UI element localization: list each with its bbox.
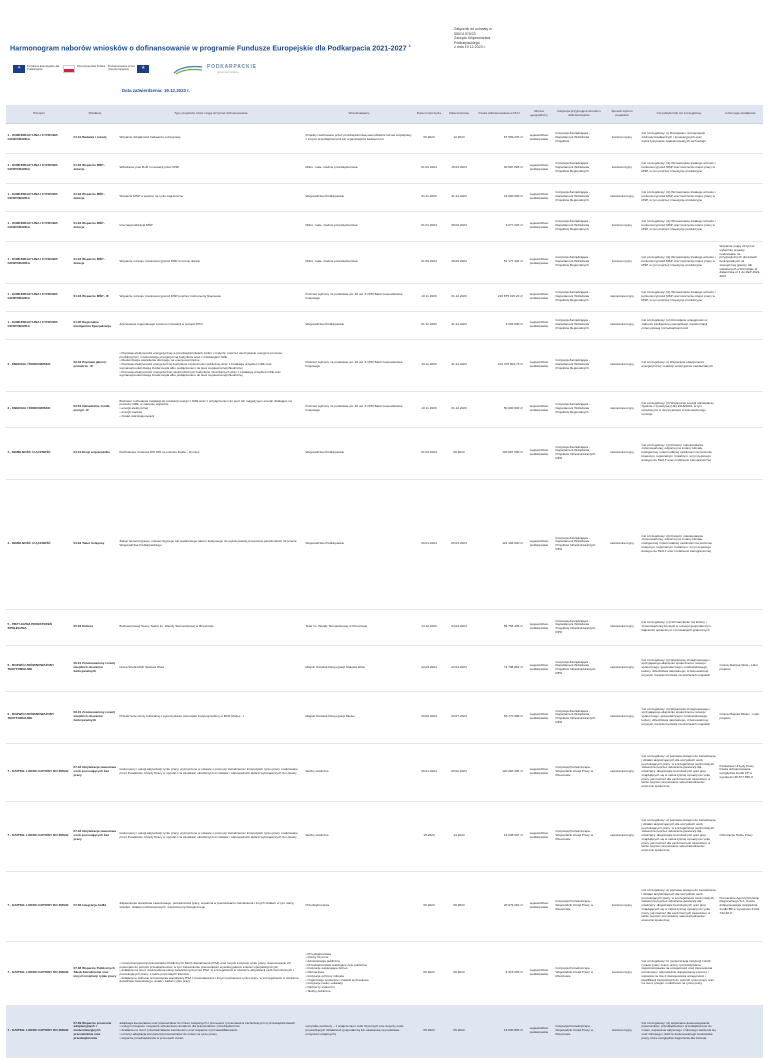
col-header: Działanie	[72, 105, 118, 123]
institution-cell: Instytucja Zarządzająca - Departament Wdrażania Projektów Infrastrukturalnych RPO	[554, 691, 604, 743]
institution-cell: Instytucja Pośrednicząca - Wojewódzki Urząd Pracy w Rzeszowie	[554, 743, 604, 801]
amount-cell: 120 097 050 zł	[474, 427, 524, 479]
selection-method-cell: niekonkurencyjny	[604, 391, 640, 427]
institution-cell: Instytucja Pośrednicząca - Wojewódzki Urząd Pracy w Rzeszowie	[554, 941, 604, 1005]
institution-cell: Instytucja Zarządzająca - Departament Wdrażania Projektów Regionalnych	[554, 183, 604, 211]
selection-method-cell: niekonkurencyjny	[604, 339, 640, 391]
podkarpackie-logo	[173, 61, 265, 81]
priority-cell: 7 - KAPITAŁ LUDZKI GOTOWY DO ZMIAN	[6, 941, 72, 1005]
priority-cell: 1 - KOMUNIKACYJNA I CYFROWA GOSPODARKA	[6, 241, 72, 283]
amount-cell: 30 687 826 zł	[474, 153, 524, 183]
end-date-cell: 05.03.2024	[444, 479, 474, 609]
end-date-cell: 13.2024	[444, 801, 474, 871]
measure-cell: 01.02 Wsparcie MŚP - dotacje	[72, 153, 118, 183]
start-date-cell: 29.01.2024	[414, 743, 444, 801]
table-row	[6, 183, 763, 211]
applicants-cell: Podmiot wybrany na podstawie art. 38 ust. 5 CPR Bank Gospodarstwa Krajowego	[304, 391, 414, 427]
start-date-cell: 01.01.2024	[414, 211, 444, 241]
start-date-cell: 09.2024	[414, 123, 444, 153]
area-cell: województwo podkarpackie	[524, 941, 554, 1005]
institution-cell: Instytucja Zarządzająca - Departament Wdrażania Projektów Infrastrukturalnych RPO	[554, 427, 604, 479]
end-date-cell: 31.12.2023	[444, 283, 474, 311]
start-date-cell: 22.03.2024	[414, 645, 444, 691]
amount-cell: 13 038 007 zł	[474, 801, 524, 871]
institution-cell: Instytucja Zarządzająca - Departament Wdrażania Projektów	[554, 123, 604, 153]
objective-cell: Cel szczegółowy: (d) wspieranie dostosowywania pracowników, przedsiębiorstw i przedsiębiorców do zmian, wspieranie aktywnego i zdrowego starzenia się oraz zdrowego i dobrze dostosowanego środowiska pracy, które uwzględnia zagrożenia dla zdrowia	[640, 1005, 718, 1057]
start-date-cell: 06.2024	[414, 941, 444, 1005]
measure-cell: 01.03 Wsparcie MŚP - dotacje	[72, 211, 118, 241]
document-title: Harmonogram naborów wniosków o dofinansowanie w programie Fundusze Europejskie dla Podkarpacia 2021-2027 $^1$	[10, 43, 411, 53]
notes-cell	[718, 311, 763, 339]
amount-cell: 104 478 803,73 zł	[474, 339, 524, 391]
objective-cell: Cel szczegółowy: (ii) Rozwój i udoskonalanie zrównoważonej, odpornej na zmiany klimatu, inteligentnej i intermodalnej mobilności na poziomie krajowym, regionalnym i lokalnym, w tym lepszego dostępu do TEN-T oraz mobilności transgranicznej	[640, 427, 718, 479]
project-types-cell: Rozbudowa i budowa DW 835 na odcinku Dukla – Rymiec	[118, 427, 304, 479]
objective-cell: Cel szczegółowy: (iii) Wzmacnianie trwałego wzrostu i konkurencyjności MŚP oraz tworzenia miejsc pracy w MŚP, w tym poprzez inwestycje produkcyjne	[640, 283, 718, 311]
fe-logo	[13, 61, 61, 81]
end-date-cell: 31.12.2023	[444, 391, 474, 427]
notes-cell	[718, 479, 763, 609]
start-date-cell: 14.12.2023	[414, 609, 444, 645]
end-date-cell: 31.12.2023	[444, 183, 474, 211]
amount-cell: 216 875 015,20 zł	[474, 283, 524, 311]
project-types-cell: Zapewnienie doradztwa zawodowego, pośrednictwa pracy, wsparcia w poszukiwaniu zatrudnienia i innych działań, w tym staży; szkoleń, działań mobilnościowych, wsparcia psychologicznego	[118, 871, 304, 941]
start-date-cell: 01.03.2024	[414, 427, 444, 479]
amount-cell: 51 177 326 zł	[474, 241, 524, 283]
project-types-cell: Internacjonalizacja MŚP	[118, 211, 304, 241]
project-types-cell: Przestrzenie oferty kulturalnej i wykorzystanie potencjału instytucji kultury w MOF Mielec - I	[118, 691, 304, 743]
measure-cell: 07.06 Integracja ALMA	[72, 871, 118, 941]
priority-cell: 5 - PRZYJAZNA PRZESTRZEŃ SPOŁECZNA	[6, 609, 72, 645]
project-types-cell: Budowa Nowej Sceny Teatru im. Wandy Siemaszkowej w Rzeszowie	[118, 609, 304, 645]
end-date-cell: 12.2024	[444, 123, 474, 153]
area-cell: województwo podkarpackie	[524, 183, 554, 211]
measure-cell: 01.03 Wsparcie MŚP - dotacje	[72, 241, 118, 283]
area-cell: województwo podkarpackie	[524, 123, 554, 153]
col-header: Cel polityki i/lub cel szczegółowy	[640, 105, 718, 123]
selection-method-cell: konkurencyjny	[604, 123, 640, 153]
applicants-cell: Mikro, małe, średnie przedsiębiorstwa	[304, 241, 414, 283]
applicants-cell: Województwo Podkarpackie	[304, 479, 414, 609]
priority-cell: 1 - KOMUNIKACYJNA I CYFROWA GOSPODARKA	[6, 211, 72, 241]
end-date-cell: 08.2024	[444, 941, 474, 1005]
priority-cell: 7 - KAPITAŁ LUDZKI GOTOWY DO ZMIAN	[6, 743, 72, 801]
applicants-cell: Województwo Podkarpackie	[304, 427, 414, 479]
end-date-cell: 31.12.2023	[444, 311, 474, 339]
institution-cell: Instytucja Zarządzająca - Departament Wdrażania Projektów Regionalnych	[554, 153, 604, 183]
applicants-cell: Miejski Ośrodek Partycypacji Stalowa Wola	[304, 645, 414, 691]
project-types-cell: Budowa i rozbudowa instalacji do produkcji energii z OZE wraz z przyłączeniem do sieci lub magazynem energii działające na potrzeby OZE, w zakresie wsparcia: • energii elektrycznej • energii cieplnej • źródeł mikrokogeneracji	[118, 391, 304, 427]
start-date-cell: 01.09.2024	[414, 241, 444, 283]
measure-cell: 05.03 Kultura	[72, 609, 118, 645]
measure-cell: 07.08 Wsparcie Publicznych Służb Zatrudnienia oraz innych instytucji rynku pracy	[72, 941, 118, 1005]
objective-cell: Cel szczegółowy: (ii) Wspieranie zintegrowanego i sprzyjającego włączeniu społecznemu rozwoju społecznego, gospodarczego i środowiskowego, kultury, dziedzictwa naturalnego, zrównoważonej turystyki i bezpieczeństwa na obszarach miejskich	[640, 691, 718, 743]
podkarpackie-text: PODKARPACKIE	[207, 64, 257, 70]
notes-cell	[718, 941, 763, 1005]
col-header: Informacje dodatkowe	[718, 105, 763, 123]
selection-method-cell: konkurencyjny	[604, 1005, 640, 1057]
col-header: Kwota dofinansowania w PLN	[474, 105, 524, 123]
applicants-cell: Służby publiczne	[304, 743, 414, 801]
table-row	[6, 311, 763, 339]
start-date-cell: 29.06.2024	[414, 691, 444, 743]
table-row	[6, 941, 763, 1005]
start-date-cell: 10.11.2023	[414, 391, 444, 427]
area-cell: województwo podkarpackie	[524, 153, 554, 183]
project-types-cell: Wsparcie MŚP w wejściu na rynki zagraniczne	[118, 183, 304, 211]
objective-cell: Cel szczegółowy: (vi) Wzmacnianie roli kultury i zrównoważonej turystyki w rozwoju gospodarczym, włączeniu społecznym i innowacjach społecznych	[640, 609, 718, 645]
project-types-cell: Wdrażanie prac B+R i innowacji przez MŚP	[118, 153, 304, 183]
area-cell: województwo podkarpackie	[524, 871, 554, 941]
end-date-cell: 29.07.2024	[444, 691, 474, 743]
measure-cell: 01.03 Wsparcie MŚP - dotacje	[72, 183, 118, 211]
notes-cell: Ochotnicze Hufce Pracy	[718, 801, 763, 871]
start-date-cell: 10.11.2023	[414, 283, 444, 311]
table-row	[6, 153, 763, 183]
area-cell: województwo podkarpackie	[524, 427, 554, 479]
notes-cell	[718, 153, 763, 183]
amount-cell: 16 000 866 zł	[474, 1005, 524, 1057]
applicants-cell: • Przedsiębiorstwa • Osoby fizyczne • Administracja publiczna • Przedsiębiorstwa realizujące cele publiczne • Instytucje wspierające biznes • Partnerstwa • Instytucje ochrony zdrowia • Organizacje społeczne i związki wyznaniowe • Instytucje nauki i edukacji • Partnerzy społeczni • Służby publiczne	[304, 941, 414, 1005]
table-row	[6, 391, 763, 427]
selection-method-cell: konkurencyjny	[604, 941, 640, 1005]
measure-cell: 04.01 Drogi wojewódzkie	[72, 427, 118, 479]
rp-logo	[63, 61, 105, 81]
selection-method-cell: niekonkurencyjny	[604, 743, 640, 801]
selection-method-cell: niekonkurencyjny	[604, 427, 640, 479]
annex-note: Załącznik do uchwały nr 550/11975/23 Zarządu Województwa Podkarpackiego z dnia 19.12.2023 r.	[454, 27, 493, 49]
notes-cell: Powiatowe Urzędy Pracy Kwota dofinansowania uwzględnia środki FP w wysokości 38 577 696 zł	[718, 743, 763, 801]
col-header: Data rozpoczęcia	[414, 105, 444, 123]
start-date-cell: 06.2024	[414, 871, 444, 941]
notes-cell	[718, 1005, 763, 1057]
measure-cell: 01.05 Regionalna Inteligentna Specjalizacja	[72, 311, 118, 339]
project-types-cell: Zakup bezemisyjnego, niskoemisyjnego lub spalinowego taboru kolejowego do wykonywania przewozów pasażerskich na terenie Województwa Podkarpackiego	[118, 479, 304, 609]
amount-cell: 74 798 862 zł	[474, 645, 524, 691]
measure-cell: 02.04 Odnawialne źródła energii - IF	[72, 391, 118, 427]
table-row	[6, 339, 763, 391]
table-row	[6, 479, 763, 609]
end-date-cell: 04.03.2024	[444, 609, 474, 645]
applicants-cell: Mikro, małe, średnie przedsiębiorstwa	[304, 211, 414, 241]
notes-cell	[718, 427, 763, 479]
priority-cell: 2 - ENERGIA I ŚRODOWISKO	[6, 391, 72, 427]
project-types-cell: Nowa Strefa MOF Stalowa Wola	[118, 645, 304, 691]
objective-cell: Cel szczegółowy: a) poprawa dostępu do zatrudnienia i działań aktywizujących dla wszystkich osób poszukujących pracy, w szczególności osób młodych, zwłaszcza poprzez wdrażanie gwarancji dla młodzieży, długotrwale bezrobotnych oraz grup znajdujących się w niekorzystnej sytuacji na rynku pracy, jak również dla osób biernych zawodowo, a także poprzez promowanie samozatrudnienia i ekonomii społecznej	[640, 871, 718, 941]
notes-cell: Gmina Stalowa Wola - Lider projektu	[718, 645, 763, 691]
selection-method-cell: niekonkurencyjny	[604, 691, 640, 743]
area-cell: województwo podkarpackie	[524, 743, 554, 801]
start-date-cell: 01.03.2024	[414, 153, 444, 183]
area-cell: województwo podkarpackie	[524, 311, 554, 339]
end-date-cell: 30.09.2024	[444, 241, 474, 283]
institution-cell: Instytucja Zarządzająca - Departament Wdrażania Projektów Regionalnych	[554, 311, 604, 339]
measure-cell: 07.09 Wsparcie procesów adaptacyjnych i modernizacyjnych pracowników oraz przedsiębiorstw	[72, 1005, 118, 1057]
objective-cell: Cel szczegółowy: (i) Rozwijanie i wzmacnianie zdolności badawczych i innowacyjnych oraz wykorzystywanie zaawansowanych technologii	[640, 123, 718, 153]
selection-method-cell: niekonkurencyjny	[604, 283, 640, 311]
area-cell: województwo podkarpackie	[524, 241, 554, 283]
podkarpackie-subtext: przestrzeń otwarta	[217, 71, 239, 74]
ue-logo-text: Dofinansowane przez Unię Europejską	[108, 64, 135, 72]
eu-flag-icon: ★	[137, 65, 149, 73]
end-date-cell: 08.2024	[444, 871, 474, 941]
project-types-cell: Instrumenty i usługi aktywizacji rynku pracy, wyznaczone w ustawie o promocji zatrudnienia i instytucjach rynku pracy, realizowane przez Powiatowe Urzędy Pracy w sposób i na zasadach określonych w Ustawie i odpowiednich aktach wykonawczych do Ustawy	[118, 743, 304, 801]
objective-cell: Cel szczegółowy: (iii) Wzmacnianie trwałego wzrostu i konkurencyjności MŚP oraz tworzenia miejsc pracy w MŚP, w tym poprzez inwestycje produkcyjne	[640, 241, 718, 283]
notes-cell	[718, 283, 763, 311]
objective-cell: Cel szczegółowy: a) poprawa dostępu do zatrudnienia i działań aktywizujących dla wszystkich osób poszukujących pracy, w szczególności osób młodych, zwłaszcza poprzez wdrażanie gwarancji dla młodzieży, długotrwale bezrobotnych oraz grup znajdujących się w niekorzystnej sytuacji na rynku pracy, jak również dla osób biernych zawodowo, a także poprzez promowanie samozatrudnienia i ekonomii społecznej	[640, 743, 718, 801]
area-cell: województwo podkarpackie	[524, 479, 554, 609]
project-types-cell: Wsparcie rozwoju i konkurencyjności MŚP w formie dotacji	[118, 241, 304, 283]
col-header: Instytucja przyjmująca wnioski o dofinansowanie	[554, 105, 604, 123]
objective-cell: Cel szczegółowy: (ii) Wspieranie energii odnawialnej zgodnie z dyrektywą (UE) 2018/2001, w tym określonymi w niej kryteriami zrównoważonego rozwoju	[640, 391, 718, 427]
table-row	[6, 609, 763, 645]
ue-logo	[108, 61, 168, 81]
table-row	[6, 211, 763, 241]
selection-method-cell: konkurencyjny	[604, 871, 640, 941]
start-date-cell: 15.2024	[414, 801, 444, 871]
amount-cell: 22 000 000 zł	[474, 183, 524, 211]
fe-logo-text: Fundusze Europejskie dla Podkarpacia	[27, 64, 60, 72]
applicants-cell: Teatr im. Wandy Siemaszkowej w Rzeszowie	[304, 609, 414, 645]
applicants-cell: Mikro, małe, średnie przedsiębiorstwa	[304, 153, 414, 183]
end-date-cell: 22.04.2024	[444, 645, 474, 691]
measure-cell: 01.04 Wsparcie MŚP - IF	[72, 283, 118, 311]
table-row	[6, 1005, 763, 1057]
objective-cell: Cel szczegółowy: (iii) Wzmacnianie trwałego wzrostu i konkurencyjności MŚP oraz tworzenia miejsc pracy w MŚP, w tym poprzez inwestycje produkcyjne	[640, 153, 718, 183]
fe-emblem-icon: ✦	[13, 65, 25, 73]
institution-cell: Instytucja Pośrednicząca - Wojewódzki Urząd Pracy w Rzeszowie	[554, 1005, 604, 1057]
polish-flag-icon	[63, 65, 75, 73]
amount-cell: 50 000 000 zł	[474, 391, 524, 427]
priority-cell: 4 - MOBILNOŚĆ I ŁĄCZNOŚĆ	[6, 427, 72, 479]
table-row	[6, 123, 763, 153]
priority-cell: 4 - MOBILNOŚĆ I ŁĄCZNOŚĆ	[6, 479, 72, 609]
area-cell: województwo podkarpackie	[524, 339, 554, 391]
selection-method-cell: niekonkurencyjny	[604, 801, 640, 871]
table-row	[6, 645, 763, 691]
project-types-cell: Wsparcie działalności badawczo-rozwojowej	[118, 123, 304, 153]
institution-cell: Instytucja Zarządzająca - Departament Wdrażania Projektów Regionalnych	[554, 339, 604, 391]
priority-cell: 2 - ENERGIA I ŚRODOWISKO	[6, 339, 72, 391]
start-date-cell: 01.11.2023	[414, 183, 444, 211]
project-types-cell: Instrumenty i usługi aktywizacji rynku pracy, wyznaczone w ustawie o promocji zatrudnienia i instytucjach rynku pracy, realizowane przez Powiatowe Urzędy Pracy w sposób i na zasadach określonych w Ustawie i odpowiednich aktach wykonawczych do Ustawy	[118, 801, 304, 871]
col-header: Data końcowa	[444, 105, 474, 123]
objective-cell: Cel szczegółowy: (i) Wspieranie efektywności energetycznej i redukcji emisji gazów cieplarnianych	[640, 339, 718, 391]
amount-cell: 9 077 203 zł	[474, 211, 524, 241]
selection-method-cell: konkurencyjny	[604, 241, 640, 283]
applicants-cell: Miejski Ośrodek Partycypacji Mielec	[304, 691, 414, 743]
priority-cell: 6 - ROZWÓJ ZRÓWNOWAŻONY TERYTORIALNIE	[6, 691, 72, 743]
notes-cell	[718, 183, 763, 211]
table-row	[6, 427, 763, 479]
objective-cell: Cel szczegółowy: (iv) Rozwijanie umiejętności w zakresie inteligentnej specjalizacji, transformacji przemysłowej i przedsiębiorczości	[640, 311, 718, 339]
table-row	[6, 743, 763, 801]
institution-cell: Instytucja Zarządzająca - Departament Wdrażania Projektów Regionalnych	[554, 241, 604, 283]
objective-cell: Cel szczegółowy: (ii) Wspieranie zintegrowanego i sprzyjającego włączeniu społecznemu rozwoju społecznego, gospodarczego i środowiskowego, kultury, dziedzictwa naturalnego, zrównoważonej turystyki i bezpieczeństwa na obszarach miejskich	[640, 645, 718, 691]
applicants-cell: wszystkie podmioty – z wyłączeniem osób fizycznych (nie dotyczy osób prowadzących działalność gospodarczą lub oświatową na podstawie przepisów odrębnych)	[304, 1005, 414, 1057]
measure-cell: 06.01 Zrównoważony rozwój miejskich obszarów funkcjonalnych	[72, 691, 118, 743]
objective-cell: Cel szczegółowy: b) modernizacja instytucji i służb rynków pracy celem oceny i przewidywania zapotrzebowania na umiejętności oraz zapewnienia terminowej i odpowiednio dopasowanej pomocy i wsparcia na rzecz dostosowania umiejętności i kwalifikacji zawodowych do potrzeb rynku pracy oraz na rzecz przejść i mobilności na rynku pracy	[640, 941, 718, 1005]
start-date-cell: 05.2024	[414, 1005, 444, 1057]
col-header: Wnioskodawcy	[304, 105, 414, 123]
priority-cell: 7 - KAPITAŁ LUDZKI GOTOWY DO ZMIAN	[6, 1005, 72, 1057]
institution-cell: Instytucja Zarządzająca - Departament Wdrażania Projektów Regionalnych	[554, 283, 604, 311]
col-header: Typy projektów, które mogą otrzymać dofinansowanie	[118, 105, 304, 123]
notes-cell	[718, 609, 763, 645]
col-header: Sposób wyboru projektów	[604, 105, 640, 123]
approval-date: Data zatwierdzenia: 19.12.2023 r.	[122, 88, 190, 93]
amount-cell: 50 770 988 zł	[474, 691, 524, 743]
selection-method-cell: niekonkurencyjny	[604, 311, 640, 339]
selection-method-cell: niekonkurencyjny	[604, 183, 640, 211]
institution-cell: Instytucja Zarządzająca - Departament Wdrażania Projektów Infrastrukturalnych RPO	[554, 609, 604, 645]
table-row	[6, 691, 763, 743]
table-row	[6, 801, 763, 871]
area-cell: województwo podkarpackie	[524, 801, 554, 871]
notes-cell	[718, 339, 763, 391]
notes-cell	[718, 123, 763, 153]
area-cell: województwo podkarpackie	[524, 391, 554, 427]
start-date-cell: 01.12.2023	[414, 311, 444, 339]
notes-cell	[718, 391, 763, 427]
notes-cell: Ponoszenie Agencji Rozwoju Regionalnego S.A. Kwota dofinansowania uwzględnia środki BP w wysokości 3 042 742,28 zł	[718, 871, 763, 941]
col-header: Obszar geograficzny	[524, 105, 554, 123]
applicants-cell: Województwo Podkarpackie	[304, 183, 414, 211]
priority-cell: 1 - KOMUNIKACYJNA I CYFROWA GOSPODARKA	[6, 123, 72, 153]
notes-cell: Gmina Miejska Mielec - Lider projektu	[718, 691, 763, 743]
amount-cell: 120 000 286 zł	[474, 743, 524, 801]
priority-cell: 7 - KAPITAŁ LUDZKI GOTOWY DO ZMIAN	[6, 871, 72, 941]
area-cell: województwo podkarpackie	[524, 609, 554, 645]
measure-cell: 02.02 Poprawa jakości powietrza - IF	[72, 339, 118, 391]
table-row	[6, 283, 763, 311]
measure-cell: 07.02 Aktywizacja zawodowa osób pozostających bez pracy	[72, 743, 118, 801]
priority-cell: 6 - ROZWÓJ ZRÓWNOWAŻONY TERYTORIALNIE	[6, 645, 72, 691]
applicants-cell: Służby publiczne	[304, 801, 414, 871]
selection-method-cell: niekonkurencyjny	[604, 479, 640, 609]
area-cell: województwo podkarpackie	[524, 283, 554, 311]
schedule-table	[6, 105, 763, 1058]
applicants-cell: Projekty realizowane przez przedsiębiorstwa samodzielnie lub we współpracy z innymi przedsiębiorcami lub organizacjami badawczymi	[304, 123, 414, 153]
priority-cell: 1 - KOMUNIKACYJNA I CYFROWA GOSPODARKA	[6, 283, 72, 311]
institution-cell: Instytucja Pośrednicząca - Wojewódzki Urząd Pracy w Rzeszowie	[554, 801, 604, 871]
applicants-cell: Podmiot wybrany na podstawie art. 38 ust. 5 CPR Bank Gospodarstwa Krajowego	[304, 339, 414, 391]
institution-cell: Instytucja Zarządzająca - Departament Wdrażania Projektów Regionalnych	[554, 391, 604, 427]
priority-cell: 1 - KOMUNIKACYJNA I CYFROWA GOSPODARKA	[6, 311, 72, 339]
applicants-cell: Przedsiębiorstwa	[304, 871, 414, 941]
area-cell: województwo podkarpackie	[524, 1005, 554, 1057]
priority-cell: 1 - KOMUNIKACYJNA I CYFROWA GOSPODARKA	[6, 153, 72, 183]
project-types-cell: • Poprawa efektywności energetycznej w przedsiębiorstwach (mikro i małych), poprzez skorzystanie energii w procesie produkcyjnym, modernizacje energetyczną budynków wraz z instalacjami OZE • Modernizacja oświetlenia ulicznego na energooszczędne • Poprawa efektywności energetycznej budynków użyteczności publicznej wraz z instalacją urządzeń OZE oraz wymianą/modernizacją źródeł ciepła albo podłączeniem do sieci ciepłowniczej/chłodniczej • Poprawa efektywności energetycznej wielorodzinnych budynków mieszkalnych wraz z instalacją urządzeń OZE oraz wymianą/modernizacją źródeł ciepła albo podłączeniem do sieci ciepłowniczej/chłodniczej	[118, 339, 304, 391]
selection-method-cell: konkurencyjny	[604, 153, 640, 183]
table-header-row	[6, 105, 763, 123]
end-date-cell: 31.12.2023	[444, 339, 474, 391]
institution-cell: Instytucja Zarządzająca - Departament Wdrażania Projektów Infrastrukturalnych RPO	[554, 479, 604, 609]
amount-cell: 8 315 293 zł	[474, 941, 524, 1005]
area-cell: województwo podkarpackie	[524, 211, 554, 241]
amount-cell: 121 196 000 zł	[474, 479, 524, 609]
objective-cell: Cel szczegółowy: a) poprawa dostępu do zatrudnienia i działań aktywizujących dla wszystkich osób poszukujących pracy, w szczególności osób młodych, zwłaszcza poprzez wdrażanie gwarancji dla młodzieży, długotrwale bezrobotnych oraz grup znajdujących się w niekorzystnej sytuacji na rynku pracy, jak również dla osób biernych zawodowo, a także poprzez promowanie samozatrudnienia i ekonomii społecznej	[640, 801, 718, 871]
institution-cell: Instytucja Zarządzająca - Departament Wdrażania Projektów Regionalnych	[554, 211, 604, 241]
amount-cell: 87 599 276 zł	[474, 123, 524, 153]
measure-cell: 04.02 Tabor kolejowy	[72, 479, 118, 609]
table-row	[6, 241, 763, 283]
rp-logo-text: Rzeczpospolita Polska	[77, 64, 106, 68]
objective-cell: Cel szczegółowy: (iii) Wzmacnianie trwałego wzrostu i konkurencyjności MŚP oraz tworzenia miejsc pracy w MŚP, w tym poprzez inwestycje produkcyjne	[640, 211, 718, 241]
end-date-cell: 15.04.2024	[444, 153, 474, 183]
priority-cell: 1 - KOMUNIKACYJNA I CYFROWA GOSPODARKA	[6, 183, 72, 211]
objective-cell: Cel szczegółowy: (iii) Wzmacnianie trwałego wzrostu i konkurencyjności MŚP oraz tworzenia miejsc pracy w MŚP, w tym poprzez inwestycje produkcyjne	[640, 183, 718, 211]
end-date-cell: 08.2024	[444, 427, 474, 479]
end-date-cell: 09.02.2024	[444, 743, 474, 801]
notes-cell	[718, 211, 763, 241]
institution-cell: Instytucja Zarządzająca - Departament Wdrażania Projektów Infrastrukturalnych RPO	[554, 645, 604, 691]
end-date-cell: 05.2024	[444, 1005, 474, 1057]
podkarpackie-wave-icon	[173, 63, 203, 75]
selection-method-cell: niekonkurencyjny	[604, 645, 640, 691]
selection-method-cell: niekonkurencyjny	[604, 609, 640, 645]
measure-cell: 07.02 Aktywizacja zawodowa osób pozostających bez pracy	[72, 801, 118, 871]
project-types-cell: Animowanie regionalnego systemu innowacji w ramach PPO	[118, 311, 304, 339]
notes-cell: Wsparcie mogą otrzymać wyłącznie projekty realizowane na przygranicznych obszarach funkcjonalnych na zewnętrznej granicy UE wskazanych w Rozdziale III Załącznika nr 1 do FEP 2021-2027	[718, 241, 763, 283]
amount-cell: 56 758 165 zł	[474, 609, 524, 645]
table-row	[6, 871, 763, 941]
priority-cell: 7 - KAPITAŁ LUDZKI GOTOWY DO ZMIAN	[6, 801, 72, 871]
logo-strip	[13, 61, 263, 81]
col-header: Priorytet	[6, 105, 72, 123]
institution-cell: Instytucja Pośrednicząca - Wojewódzki Urząd Pracy w Rzeszowie	[554, 871, 604, 941]
project-types-cell: adaptacja kierowników oraz pracowników do zmian związanych z procesami i przemianami zachodzącymi w przedsiębiorstwach • usługi rozwojowe i wsparcie szkoleniowo-doradcze dla pracowników i przedsiębiorców • działania na rzecz przeciwdziałania zwolnieniom oraz wsparcie w przekwalifikowaniu • rozwój i adaptacja kompetencji pracowników do zmian na rynku pracy • wsparcie przedsiębiorstw w procesach zmian	[118, 1005, 304, 1057]
selection-method-cell: konkurencyjny	[604, 211, 640, 241]
measure-cell: 06.01 Zrównoważony rozwój miejskich obszarów funkcjonalnych	[72, 645, 118, 691]
area-cell: województwo podkarpackie	[524, 691, 554, 743]
measure-cell: 01.01 Badania i rozwój	[72, 123, 118, 153]
project-types-cell: Wsparcie rozwoju i konkurencyjności MŚP poprzez instrumenty finansowe	[118, 283, 304, 311]
amount-cell: 20 079 262 zł	[474, 871, 524, 941]
applicants-cell: Województwo Podkarpackie	[304, 311, 414, 339]
start-date-cell: 20.01.2024	[414, 479, 444, 609]
project-types-cell: • rozwój kompetencji pracowników Publicznych Służb Zatrudnienia (PSZ) oraz innych instytucji rynku pracy, dostosowanie ich potencjału do potrzeb przedsiębiorców, w tym zapewnienie pracownikom wysokiej jakości szkoleń specjalistycznych • działania na rzecz doskonalenia usług świadczonych przez PSZ, w szczególności w obszarze aktywizacji osób bezrobotnych i poszukujących pracy, a także pozostałych klientów • działania w zakresie wzmacniania współpracy PSZ z pracodawcami i innymi partnerami rynku pracy, w szczególności w obszarze doradztwa zawodowego, analiz i badań rynku pracy	[118, 941, 304, 1005]
amount-cell: 6 063 600 zł	[474, 311, 524, 339]
applicants-cell: Podmiot wybrany na podstawie art. 38 ust. 5 CPR Bank Gospodarstwa Krajowego	[304, 283, 414, 311]
end-date-cell: 28.02.2024	[444, 211, 474, 241]
objective-cell: Cel szczegółowy: (ii) Rozwój i udoskonalanie zrównoważonej, odpornej na zmiany klimatu, inteligentnej i intermodalnej mobilności na poziomie krajowym, regionalnym i lokalnym, w tym lepszego dostępu do TEN-T oraz mobilności transgranicznej	[640, 479, 718, 609]
area-cell: województwo podkarpackie	[524, 645, 554, 691]
start-date-cell: 10.11.2023	[414, 339, 444, 391]
